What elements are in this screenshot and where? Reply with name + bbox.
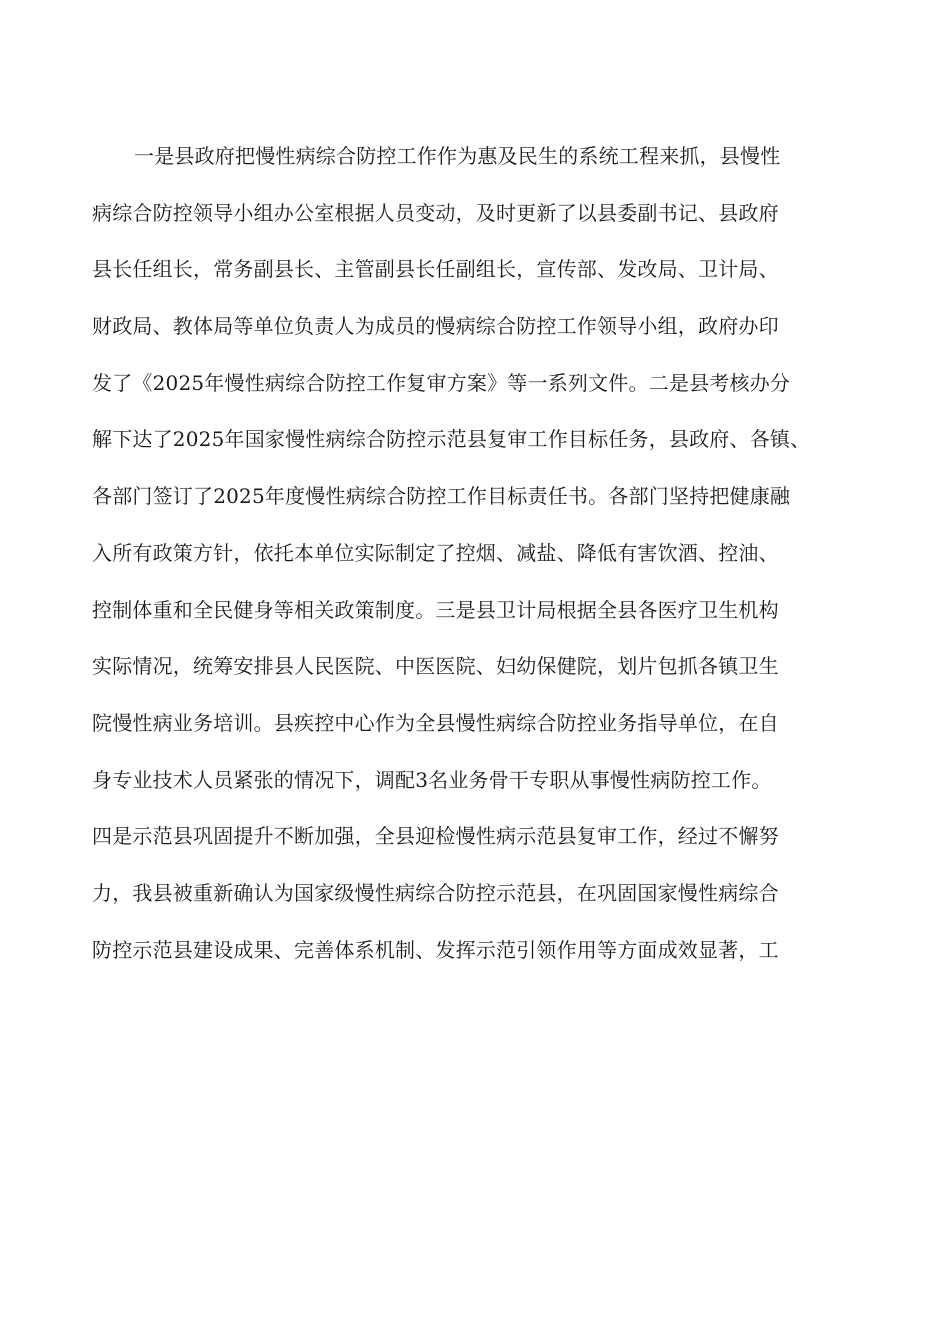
text-line: 病综合防控领导小组办公室根据人员变动，及时更新了以县委副书记、县政府: [92, 200, 779, 225]
text-line: 身专业技术人员紧张的情况下，调配3名业务骨干专职从事慢性病防控工作。: [92, 767, 772, 792]
text-line: 一是县政府把慢性病综合防控工作作为惠及民生的系统工程来抓，县慢性: [134, 144, 781, 168]
text-line: 实际情况，统筹安排县人民医院、中医医院、妇幼保健院，划片包抓各镇卫生: [92, 654, 779, 679]
text-line: 力，我县被重新确认为国家级慢性病综合防控示范县，在巩固国家慢性病综合: [92, 880, 779, 905]
text-line: 四是示范县巩固提升不断加强，全县迎检慢性病示范县复审工作，经过不懈努: [92, 824, 779, 849]
text-line: 各部门签订了2025年度慢性病综合防控工作目标责任书。各部门坚持把健康融: [92, 484, 791, 509]
text-line: 县长任组长，常务副县长、主管副县长任副组长，宣传部、发改局、卫计局、: [92, 257, 779, 282]
text-line: 财政局、教体局等单位负责人为成员的慢病综合防控工作领导小组，政府办印: [92, 314, 779, 339]
text-line: 入所有政策方针，依托本单位实际制定了控烟、减盐、降低有害饮酒、控油、: [92, 540, 779, 565]
text-line: 解下达了2025年国家慢性病综合防控示范县复审工作目标任务，县政府、各镇、: [92, 427, 811, 452]
text-line: 控制体重和全民健身等相关政策制度。三是县卫计局根据全县各医疗卫生机构: [92, 597, 779, 622]
text-line: 发了《2025年慢性病综合防控工作复审方案》等一系列文件。二是县考核办分: [92, 370, 791, 395]
body-paragraph: [92, 128, 872, 978]
text-line: 防控示范县建设成果、完善体系机制、发挥示范引领作用等方面成效显著，工: [92, 937, 779, 962]
text-line: 院慢性病业务培训。县疾控中心作为全县慢性病综合防控业务指导单位，在自: [92, 710, 779, 735]
